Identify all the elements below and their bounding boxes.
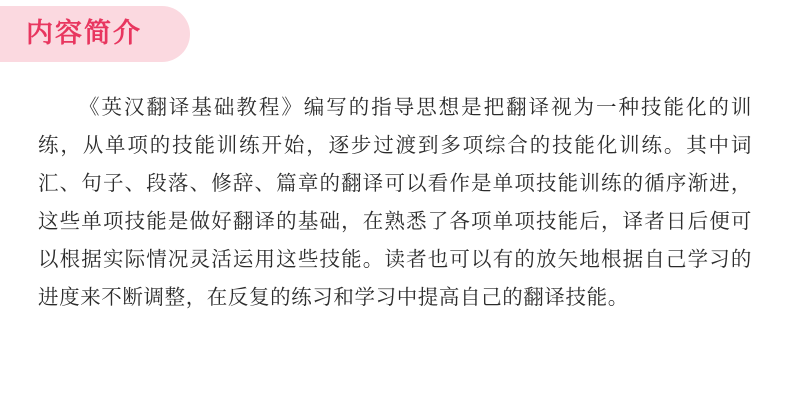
introduction-paragraph: 《英汉翻译基础教程》编写的指导思想是把翻译视为一种技能化的训练，从单项的技能训练开始，逐步过渡到多项综合的技能化训练。其中词汇、句子、段落、修辞、篇章的翻译可以看作是单项技能训练的循序渐进，这些单项技能是做好翻译的基础，在熟悉了各项单项技能后，译者日后便可以根据实际情况灵活运用这些技能。读者也可以有的放矢地根据自己学习的进度来不断调整，在反复的练习和学习中提高自己的翻译技能。 xyxy=(38,95,752,309)
section-title: 内容简介 xyxy=(26,18,142,49)
